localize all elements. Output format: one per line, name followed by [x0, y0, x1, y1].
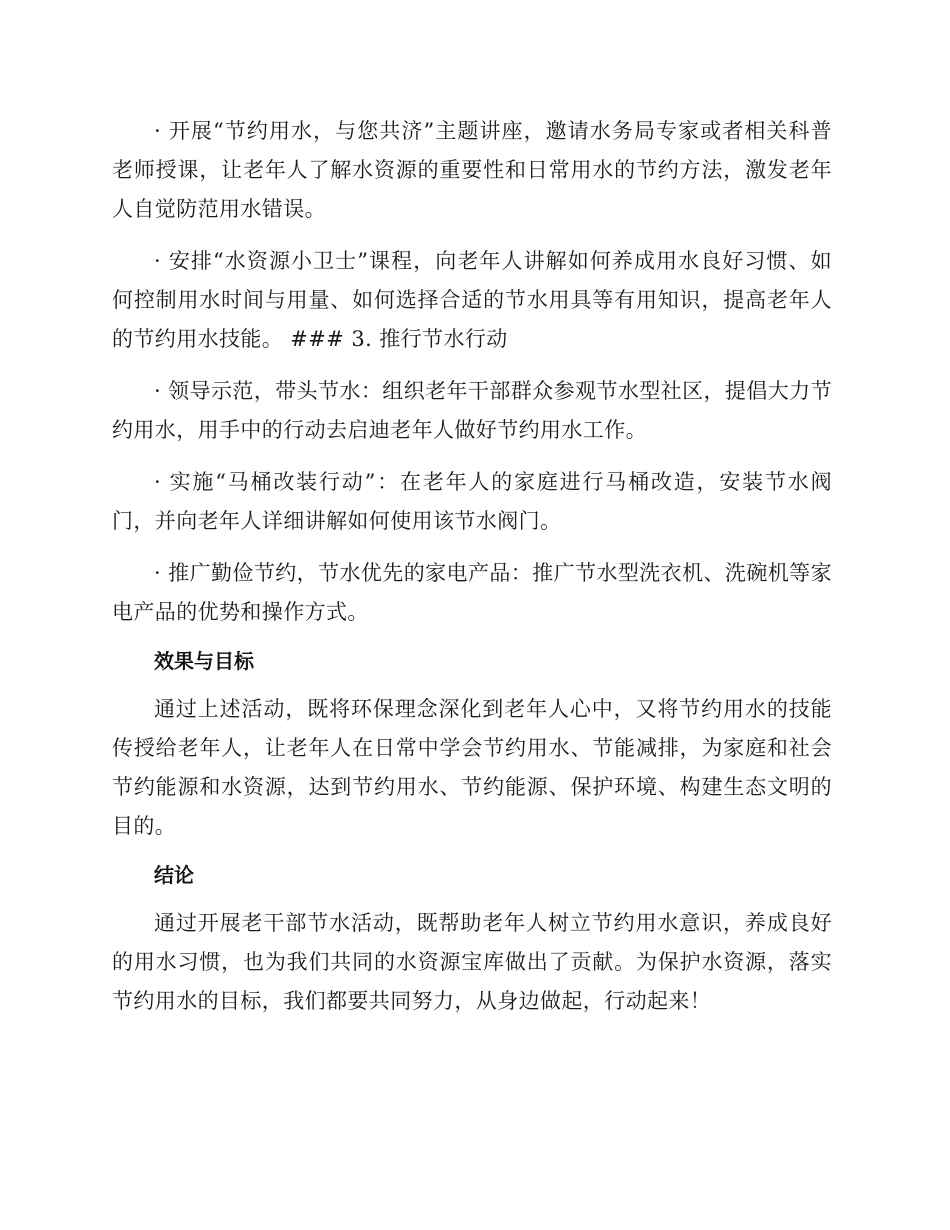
- section-heading-conclusion: 结论: [154, 863, 194, 887]
- bullet-paragraph-course: · 安排“水资源小卫士”课程，向老年人讲解如何养成用水良好习惯、如何控制用水时间与用量、如何选择合适的节水用具等有用知识，提高老年人的节约用水技能。 ### 3. 推行节水行动: [112, 249, 832, 351]
- document-body: [112, 112, 832, 1021]
- paragraph-conclusion: 通过开展老干部节水活动，既帮助老年人树立节约用水意识，养成良好的用水习惯，也为我们共同的水资源宝库做出了贡献。为保护水资源，落实节约用水的目标，我们都要共同努力，从身边做起，行动起来！: [112, 911, 832, 1013]
- bullet-paragraph-toilet-retrofit: · 实施“马桶改装行动”：在老年人的家庭进行马桶改造，安装节水阀门，并向老年人详细讲解如何使用该节水阀门。: [112, 470, 832, 533]
- section-heading-effect: 效果与目标: [154, 649, 254, 673]
- bullet-paragraph-lecture: · 开展“节约用水，与您共济”主题讲座，邀请水务局专家或者相关科普老师授课，让老年人了解水资源的重要性和日常用水的节约方法，激发老年人自觉防范用水错误。: [112, 119, 832, 221]
- bullet-paragraph-appliances: · 推广勤俭节约，节水优先的家电产品：推广节水型洗衣机、洗碗机等家电产品的优势和操作方式。: [112, 561, 832, 624]
- paragraph-effect: 通过上述活动，既将环保理念深化到老年人心中，又将节约用水的技能传授给老年人，让老年人在日常中学会节约用水、节能减排，为家庭和社会节约能源和水资源，达到节约用水、节约能源、保护环境、构建生态文明的目的。: [112, 697, 832, 838]
- bullet-paragraph-leadership: · 领导示范，带头节水：组织老年干部群众参观节水型社区，提倡大力节约用水，用手中的行动去启迪老年人做好节约用水工作。: [112, 379, 832, 442]
